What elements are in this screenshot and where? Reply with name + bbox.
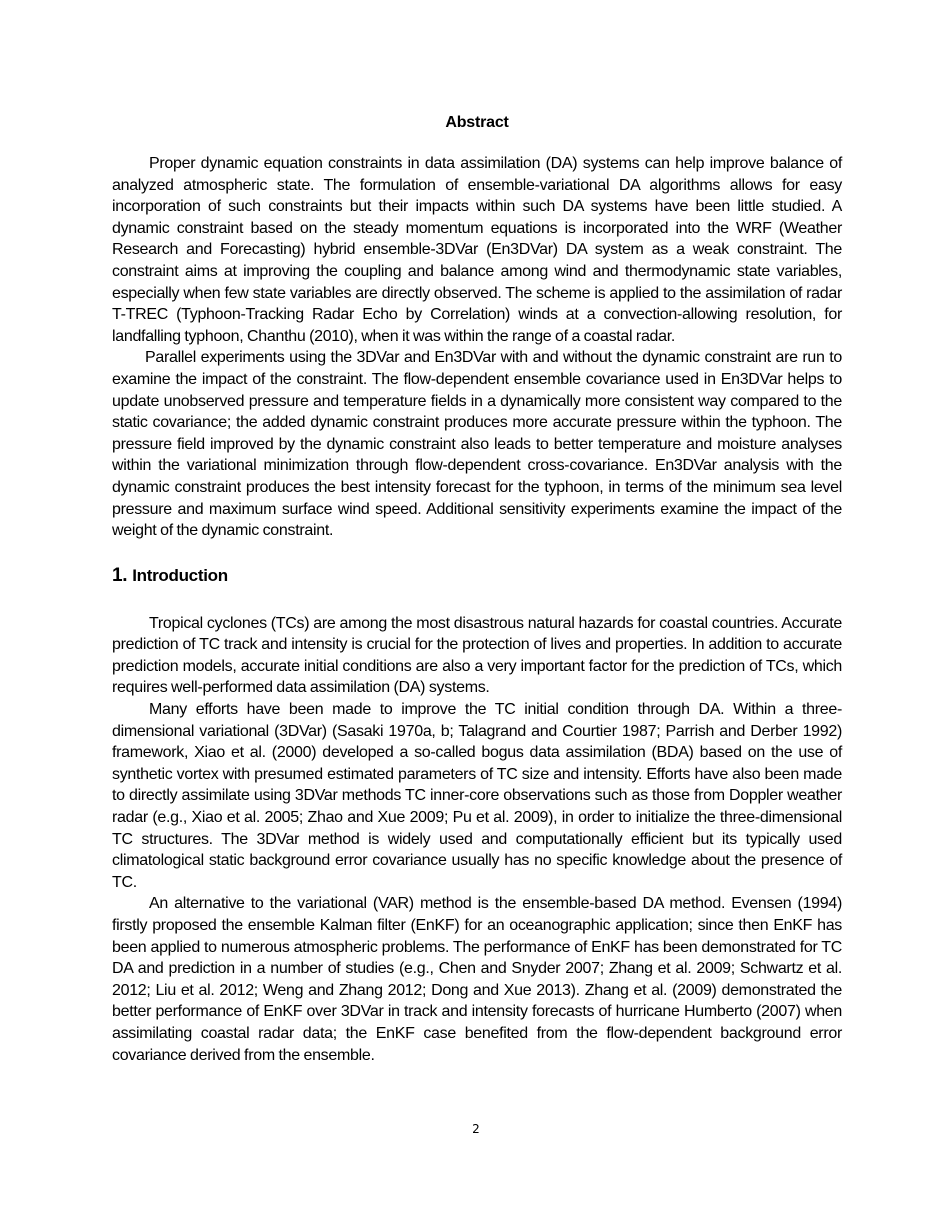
page-content <box>112 112 842 1066</box>
abstract-heading: Abstract <box>445 114 509 131</box>
section-title: Introduction <box>132 565 228 585</box>
introduction-section <box>112 613 842 1066</box>
section-heading-introduction <box>112 564 842 588</box>
abstract-paragraph: Parallel experiments using the 3DVar and En3DVar with and without the dynamic constraint are run to examine the impact of the constraint. The flow-dependent ensemble covariance used in En3DVar helps to update unobserved pressure and temperature fields in a dynamically more consistent way compared to the static covariance; the added dynamic constraint produces more accurate pressure within the typhoon. The pressure field improved by the dynamic constraint also leads to better temperature and moisture analyses within the variational minimization through flow-dependent cross-covariance. En3DVar analysis with the dynamic constraint produces the best intensity forecast for the typhoon, in terms of the minimum sea level pressure and maximum surface wind speed. Additional sensitivity experiments examine the impact of the weight of the dynamic constraint. <box>112 349 842 540</box>
body-paragraph: An alternative to the variational (VAR) method is the ensemble-based DA method. Evensen (1994) firstly proposed the ensemble Kalman filter (EnKF) for an oceanographic application; since then EnKF has been applied to numerous atmospheric problems. The performance of EnKF has been demonstrated for TC DA and prediction in a number of studies (e.g., Chen and Snyder 2007; Zhang et al. 2009; Schwartz et al. 2012; Liu et al. 2012; Weng and Zhang 2012; Dong and Xue 2013). Zhang et al. (2009) demonstrated the better performance of EnKF over 3DVar in track and intensity forecasts of hurricane Humberto (2007) when assimilating coastal radar data; the EnKF case benefited from the flow-dependent background error covariance derived from the ensemble. <box>112 895 842 1064</box>
body-paragraph: Many efforts have been made to improve the TC initial condition through DA. Within a three-dimensional variational (3DVar) (Sasaki 1970a, b; Talagrand and Courtier 1987; Parrish and Derber 1992) framework, Xiao et al. (2000) developed a so-called bogus data assimilation (BDA) based on the use of synthetic vortex with presumed estimated parameters of TC size and intensity. Efforts have also been made to directly assimilate using 3DVar methods TC inner-core observations such as those from Doppler weather radar (e.g., Xiao et al. 2005; Zhao and Xue 2009; Pu et al. 2009), in order to initialize the three-dimensional TC structures. The 3DVar method is widely used and computationally efficient but its typically used climatological static background error covariance usually has no specific knowledge about the presence of TC. <box>112 701 842 891</box>
abstract-section <box>112 153 842 542</box>
page-number: 2 <box>472 1122 480 1136</box>
abstract-paragraph: Proper dynamic equation constraints in data assimilation (DA) systems can help improve balance of analyzed atmospheric state. The formulation of ensemble-variational DA algorithms allows for easy incorporation of such constraints but their impacts within such DA systems have been little studied. A dynamic constraint based on the steady momentum equations is incorporated into the WRF (Weather Research and Forecasting) hybrid ensemble-3DVar (En3DVar) DA system as a weak constraint. The constraint aims at improving the coupling and balance among wind and thermodynamic state variables, especially when few state variables are directly observed. The scheme is applied to the assimilation of radar T-TREC (Typhoon-Tracking Radar Echo by Correlation) winds at a convection-allowing resolution, for landfalling typhoon, Chanthu (2010), when it was within the range of a coastal radar. <box>112 155 842 345</box>
body-paragraph: Tropical cyclones (TCs) are among the most disastrous natural hazards for coastal countries. Accurate prediction of TC track and intensity is crucial for the protection of lives and properties. In addition to accurate prediction models, accurate initial conditions are also a very important factor for the prediction of TCs, which requires well-performed data assimilation (DA) systems. <box>112 614 842 697</box>
section-number: 1. <box>112 564 128 586</box>
